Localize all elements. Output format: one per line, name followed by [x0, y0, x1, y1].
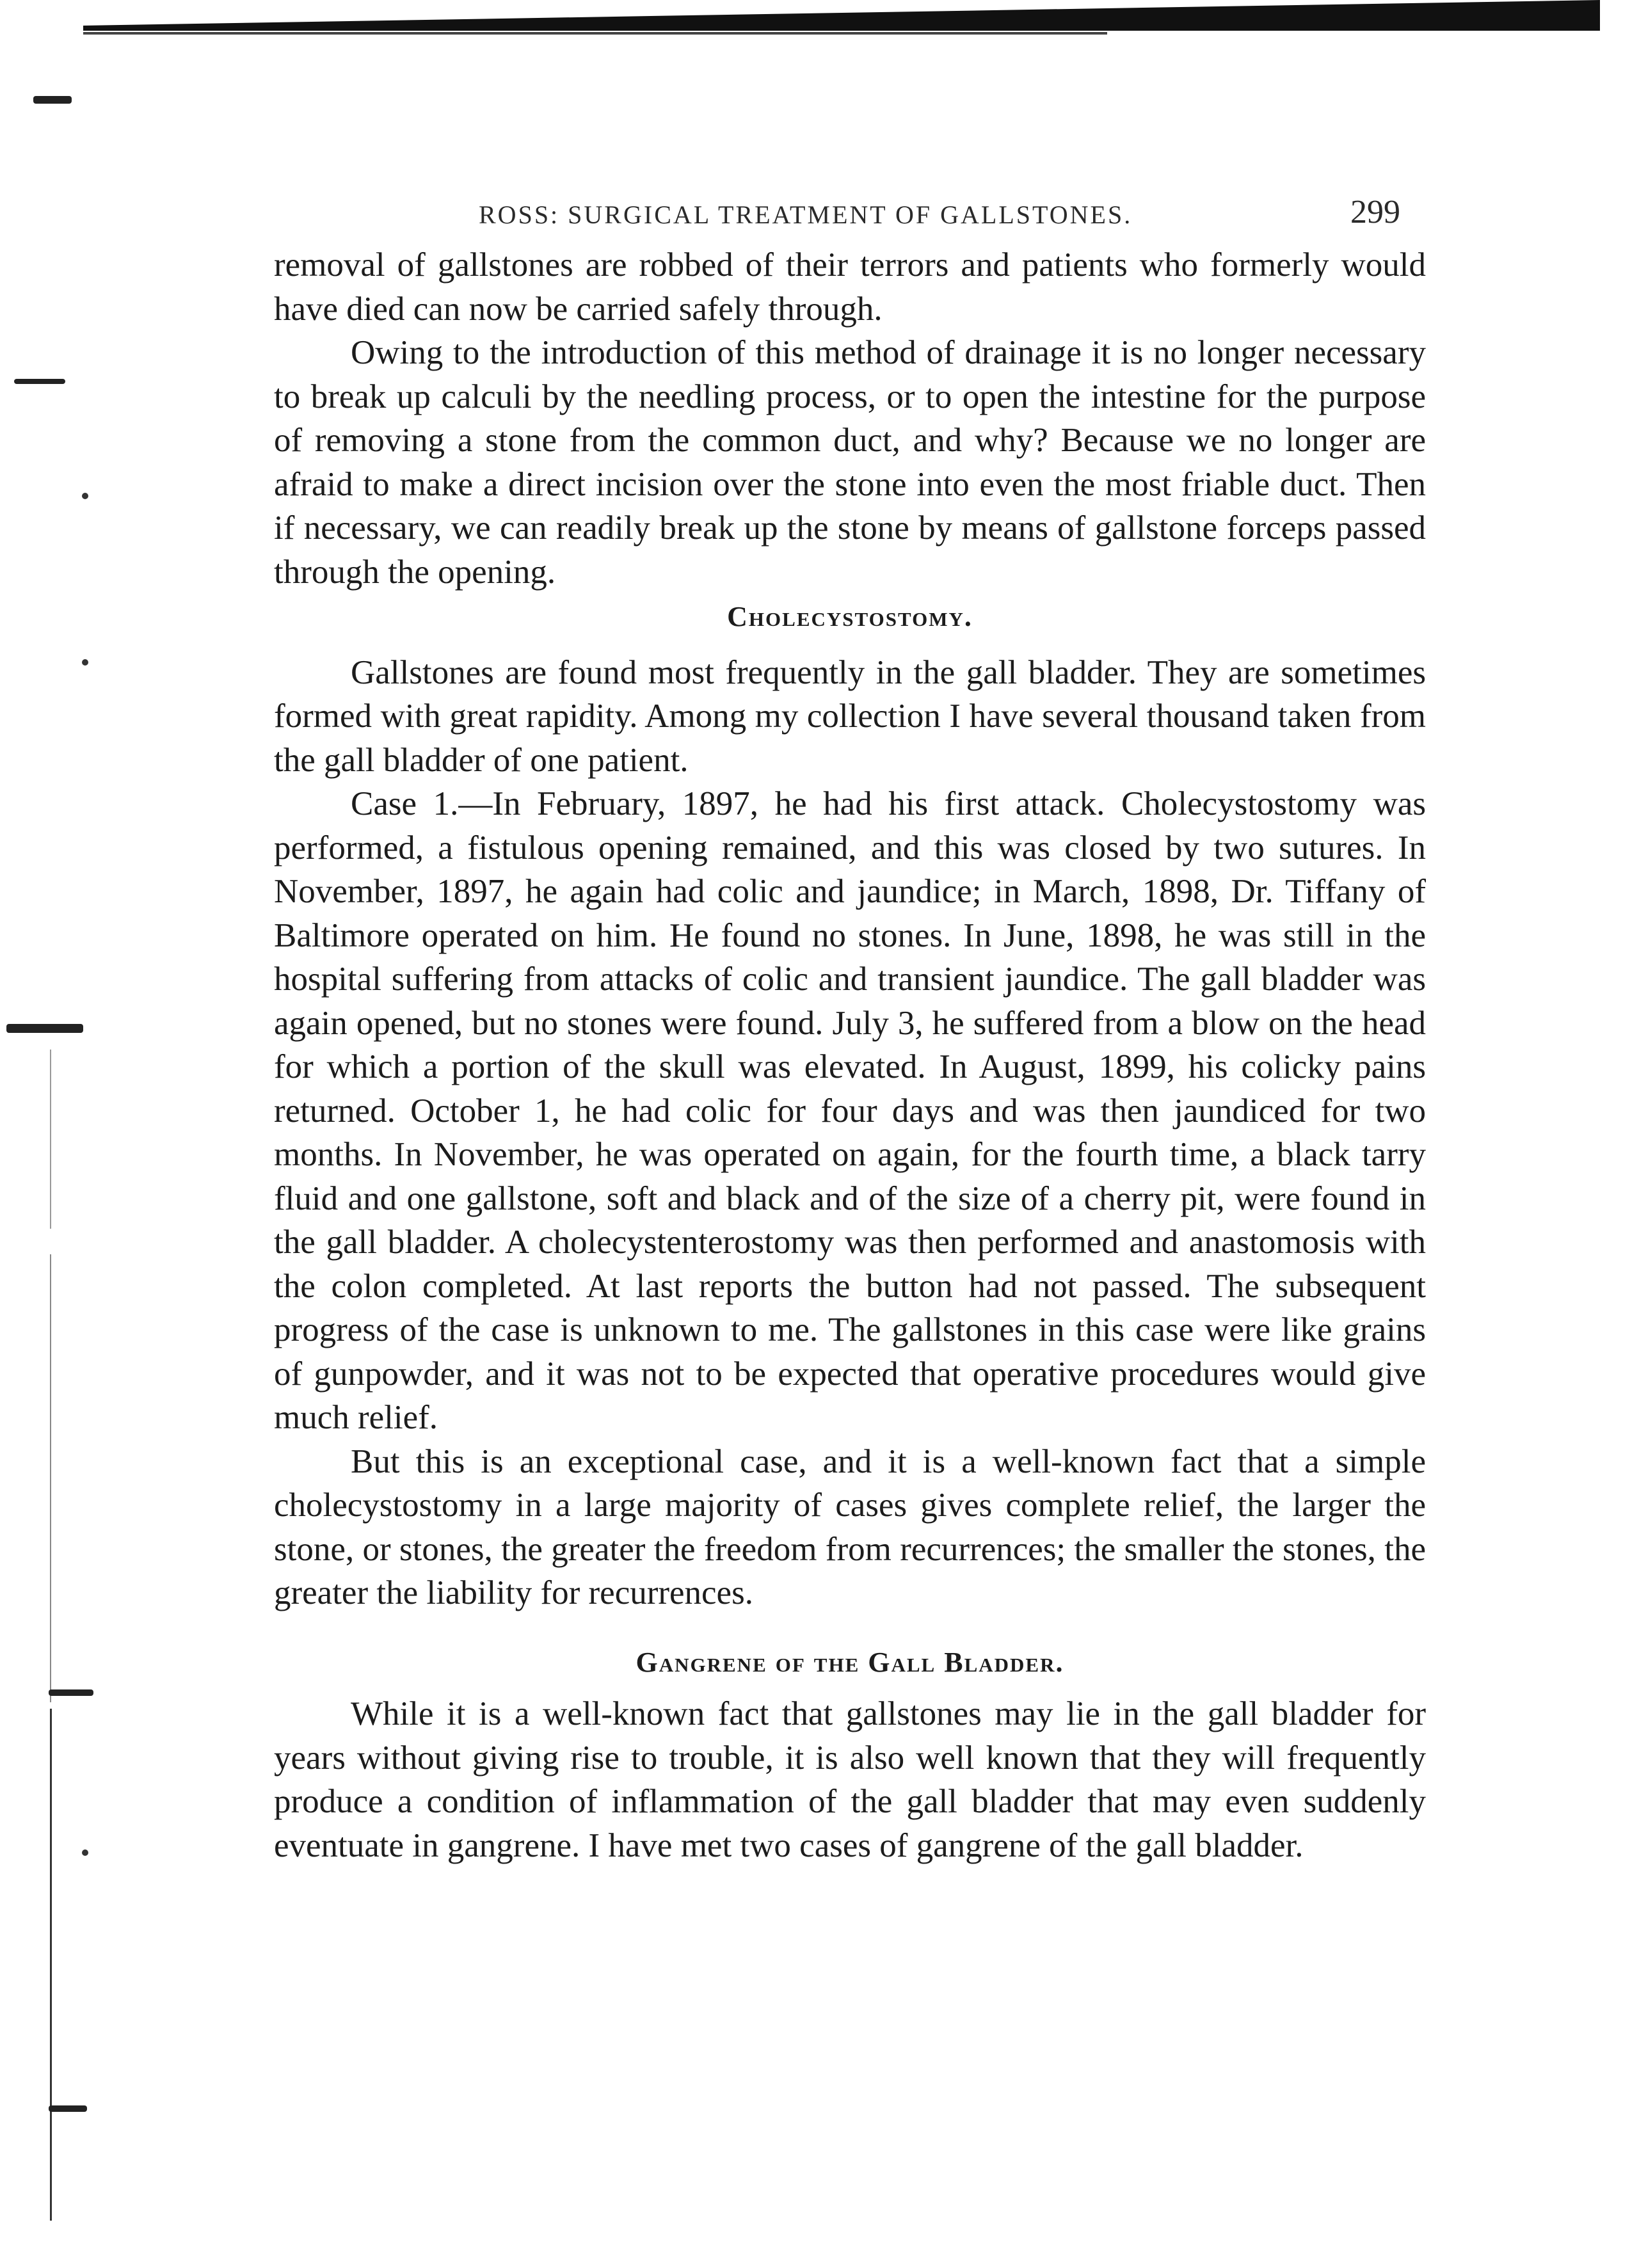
margin-mark	[33, 96, 72, 104]
margin-line	[50, 1254, 51, 1702]
margin-line	[50, 2118, 52, 2221]
section-heading-gangrene: Gangrene of the Gall Bladder.	[636, 1646, 1064, 1678]
margin-dot	[82, 659, 88, 666]
margin-mark	[49, 2105, 87, 2112]
paragraph: While it is a well-known fact that gallstones may lie in the gall bladder for years without giving rise to trouble, it is also well known that they will frequently produce a condition of inflammation of the gall bladder that may even suddenly eventuate in gangrene. I have met two cases of gangrene of the gall bladder.	[274, 1695, 1426, 1864]
running-head	[274, 186, 1426, 243]
paragraph: removal of gallstones are robbed of their terrors and patients who formerly would have died can now be carried safely through.	[274, 246, 1426, 328]
paragraph: Owing to the introduction of this method of drainage it is no longer necessary to break up calculi by the needling process, or to open the intestine for the purpose of removing a stone from the common duct, and why? Because we no longer are afraid to make a direct incision over the stone into even the most friable duct. Then if necessary, we can readily break up the stone by means of gallstone forceps passed through the opening.	[274, 334, 1426, 591]
margin-line	[50, 1050, 51, 1229]
running-title: ROSS: SURGICAL TREATMENT OF GALLSTONES.	[479, 200, 1133, 229]
margin-dot	[82, 493, 88, 499]
paragraph: But this is an exceptional case, and it is a well-known fact that a simple cholecystostomy in a large majority of cases gives complete relief, the larger the stone, or stones, the greater the freedom from recurrences; the smaller the stones, the greater the liability for recurrences.	[274, 1442, 1426, 1611]
paragraph: Gallstones are found most frequently in the gall bladder. They are sometimes formed with great rapidity. Among my collection I have several thousand taken from the gall bladder of one patient.	[274, 653, 1426, 779]
top-rule-line	[83, 32, 1107, 35]
margin-mark	[6, 1024, 83, 1033]
page-number: 299	[1350, 194, 1400, 230]
margin-line	[50, 1709, 52, 2169]
case-paragraph: Case 1.—In February, 1897, he had his first attack. Cholecystostomy was performed, a fistulous opening remained, and this was closed by two sutures. In November, 1897, he again had colic and jaundice; in March, 1898, Dr. Tiffany of Baltimore operated on him. He found no stones. In June, 1898, he was still in the hospital suffering from attacks of colic and transient jaundice. The gall bladder was again opened, but no stones were found. July 3, he suffered from a blow on the head for which a portion of the skull was elevated. In August, 1899, his colicky pains returned. October 1, he had colic for four days and was then jaundiced for two months. In November, he was operated on again, for the fourth time, a black tarry fluid and one gallstone, soft and black and of the size of a cherry pit, were found in the gall bladder. A cholecystenterostomy was then performed and anastomosis with the colon completed. At last reports the button had not passed. The subsequent progress of the case is unknown to me. The gallstones in this case were like grains of gunpowder, and it was not to be expected that operative procedures would give much relief.	[274, 785, 1426, 1436]
margin-mark	[14, 379, 65, 384]
book-page	[274, 186, 1426, 1867]
margin-mark	[49, 1689, 93, 1696]
margin-dot	[82, 1849, 88, 1856]
section-heading-cholecystostomy: Cholecystostomy.	[727, 601, 973, 632]
